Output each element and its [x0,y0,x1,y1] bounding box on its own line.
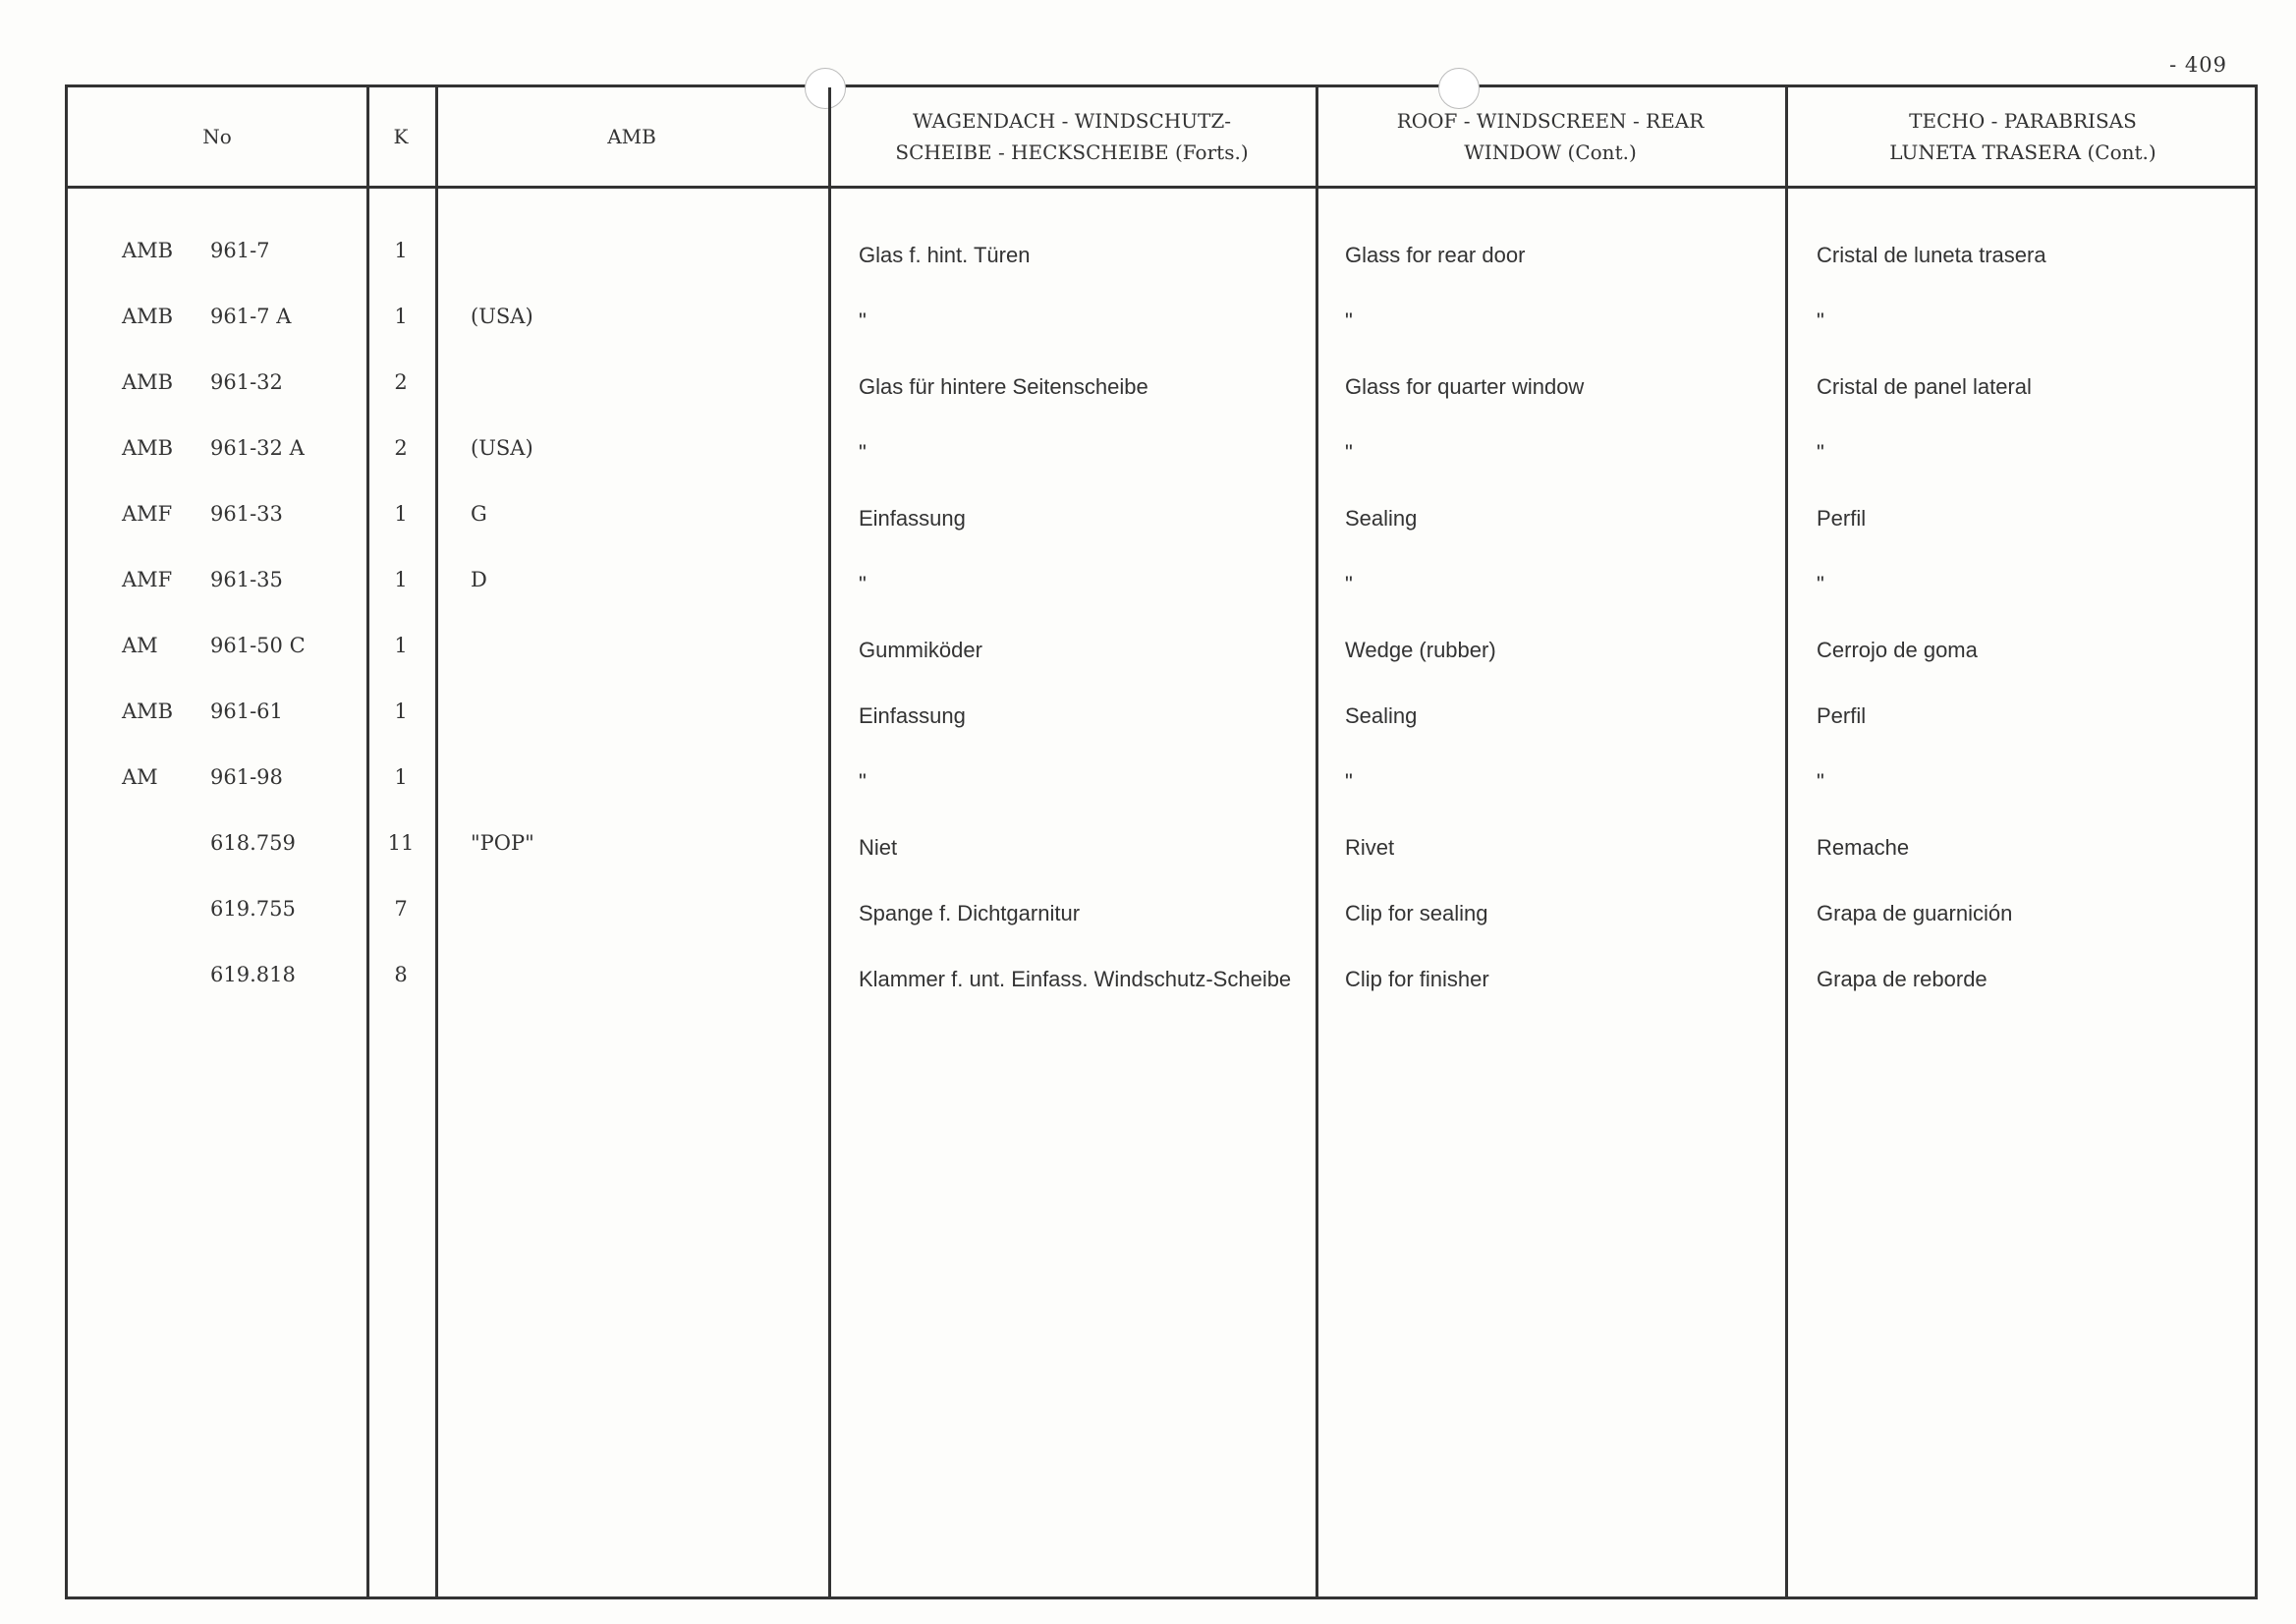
row-k: 7 [394,897,408,921]
row-english: " [1345,308,1353,333]
table-row [68,634,2255,673]
row-english: " [1345,769,1353,794]
row-english: " [1345,440,1353,465]
row-english: Rivet [1345,835,1395,860]
row-k: 1 [394,634,408,657]
header-no: No [202,125,232,148]
row-prefix: AMB [122,305,174,328]
row-number: 619.818 [210,963,296,986]
row-number: 961-33 [210,502,283,526]
row-english: Glass for rear door [1345,243,1526,267]
row-spanish: " [1817,440,1824,465]
row-k: 2 [394,436,408,460]
row-german: Glas f. hint. Türen [859,243,1031,267]
row-k: 1 [394,765,408,789]
row-number: 961-7 [210,239,270,262]
row-amb: (USA) [471,436,533,460]
header-german [828,87,1316,186]
header-english [1316,87,1785,186]
row-amb: (USA) [471,305,533,328]
row-english: Glass for quarter window [1345,374,1585,399]
row-german: " [859,440,867,465]
row-amb: "POP" [471,831,534,855]
parts-table [65,84,2258,1599]
row-k: 1 [394,700,408,723]
row-spanish: Grapa de guarnición [1817,901,2013,925]
row-english: Wedge (rubber) [1345,638,1496,662]
table-row [68,897,2255,936]
header-divider [68,186,2255,189]
row-amb: G [471,502,487,526]
header-german-line2: SCHEIBE - HECKSCHEIBE (Forts.) [895,140,1249,164]
table-row [68,239,2255,278]
row-english: " [1345,572,1353,596]
row-german: Einfassung [859,703,966,728]
table-row [68,963,2255,1002]
row-number: 619.755 [210,897,296,921]
row-spanish: Cristal de luneta trasera [1817,243,2046,267]
row-k: 8 [394,963,408,986]
row-spanish: Cristal de panel lateral [1817,374,2032,399]
row-k: 1 [394,305,408,328]
row-number: 961-50 C [210,634,306,657]
header-amb: AMB [607,125,656,148]
row-number: 961-32 A [210,436,305,460]
row-prefix: AMB [122,370,174,394]
row-german: " [859,769,867,794]
row-spanish: Grapa de reborde [1817,967,1988,991]
header-spanish [1785,87,2261,186]
row-german: Spange f. Dichtgarnitur [859,901,1081,925]
row-english: Clip for finisher [1345,967,1489,991]
header-spanish-line2: LUNETA TRASERA (Cont.) [1889,140,2156,164]
row-prefix: AMF [122,568,173,591]
row-number: 961-98 [210,765,283,789]
row-amb: D [471,568,487,591]
row-prefix: AMB [122,239,174,262]
row-prefix: AMF [122,502,173,526]
header-english-line1: ROOF - WINDSCREEN - REAR [1396,109,1705,133]
row-prefix: AMB [122,436,174,460]
row-prefix: AM [122,765,158,789]
table-row [68,568,2255,607]
row-k: 1 [394,568,408,591]
table-row [68,502,2255,541]
row-german: Einfassung [859,506,966,531]
row-number: 961-32 [210,370,283,394]
row-english: Sealing [1345,703,1418,728]
row-prefix: AMB [122,700,174,723]
row-german: Niet [859,835,898,860]
row-prefix: AM [122,634,158,657]
row-spanish: Perfil [1817,703,1867,728]
table-row [68,370,2255,410]
table-row [68,305,2255,344]
row-spanish: Perfil [1817,506,1867,531]
table-row [68,436,2255,476]
row-number: 618.759 [210,831,296,855]
row-german: Klammer f. unt. Einfass. Windschutz-Scheibe [859,967,1292,991]
row-number: 961-7 A [210,305,292,328]
row-spanish: " [1817,769,1824,794]
row-german: Glas für hintere Seitenscheibe [859,374,1148,399]
row-k: 2 [394,370,408,394]
row-k: 11 [387,831,415,855]
header-spanish-line1: TECHO - PARABRISAS [1909,109,2137,133]
row-spanish: " [1817,572,1824,596]
header-english-line2: WINDOW (Cont.) [1464,140,1637,164]
table-row [68,831,2255,870]
row-spanish: " [1817,308,1824,333]
row-german: " [859,572,867,596]
row-spanish: Cerrojo de goma [1817,638,1978,662]
row-english: Sealing [1345,506,1418,531]
table-row [68,700,2255,739]
table-row [68,765,2255,805]
row-number: 961-35 [210,568,283,591]
row-number: 961-61 [210,700,283,723]
row-german: " [859,308,867,333]
page-number: - 409 [2169,53,2227,77]
header-k: K [393,125,409,148]
row-k: 1 [394,239,408,262]
header-german-line1: WAGENDACH - WINDSCHUTZ- [912,109,1232,133]
row-spanish: Remache [1817,835,1910,860]
row-k: 1 [394,502,408,526]
row-german: Gummiköder [859,638,982,662]
row-english: Clip for sealing [1345,901,1488,925]
